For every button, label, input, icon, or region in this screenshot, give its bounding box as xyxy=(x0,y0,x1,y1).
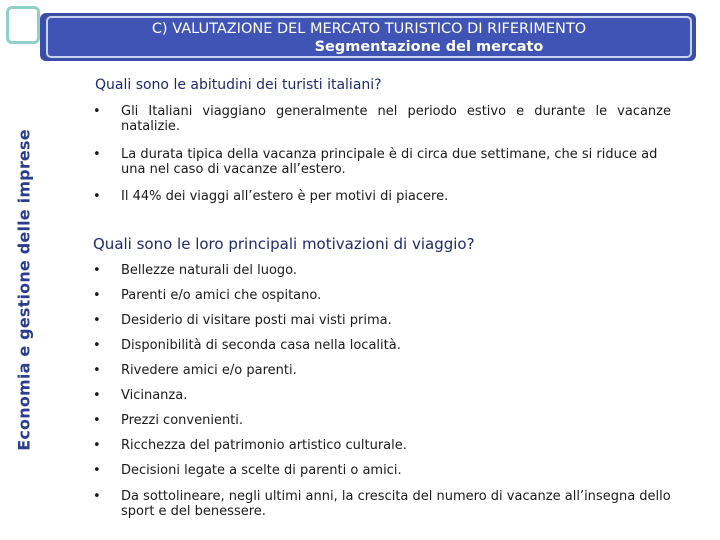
bullet-icon: • xyxy=(93,313,101,328)
sidebar-tab-decoration xyxy=(6,6,40,44)
sidebar xyxy=(0,0,48,540)
list-item-text: Disponibilità di seconda casa nella località. xyxy=(121,338,401,353)
bullet-icon: • xyxy=(93,338,101,353)
question-motivations: Quali sono le loro principali motivazioni di viaggio? xyxy=(93,235,475,253)
question-habits: Quali sono le abitudini dei turisti italiani? xyxy=(95,77,382,93)
bullet-icon: • xyxy=(93,463,101,478)
bullet-icon: • xyxy=(93,147,101,162)
list-item-text: Rivedere amici e/o parenti. xyxy=(121,363,297,378)
bullet-icon: • xyxy=(93,104,101,119)
sidebar-vertical-title: Economia e gestione delle imprese xyxy=(14,129,34,451)
header-title: C) VALUTAZIONE DEL MERCATO TURISTICO DI RIFERIMENTO xyxy=(151,21,587,37)
list-item-text: Prezzi convenienti. xyxy=(121,413,244,428)
bullet-icon: • xyxy=(93,263,101,278)
list-item-text: Bellezze naturali del luogo. xyxy=(121,263,298,278)
list-item-text: Gli Italiani viaggiano generalmente nel periodo estivo e durante le vacanze natalizie. xyxy=(121,104,671,134)
bullet-icon: • xyxy=(93,388,101,403)
bullet-icon: • xyxy=(93,288,101,303)
header-subtitle: Segmentazione del mercato xyxy=(314,39,544,55)
list-item-text: Da sottolineare, negli ultimi anni, la crescita del numero di vacanze all’insegna dello sport e del benessere. xyxy=(121,489,671,519)
bullet-icon: • xyxy=(93,413,101,428)
list-item-text: Ricchezza del patrimonio artistico culturale. xyxy=(121,438,407,453)
bullet-icon: • xyxy=(93,189,101,204)
bullet-icon: • xyxy=(93,363,101,378)
list-item-text: Parenti e/o amici che ospitano. xyxy=(121,288,322,303)
list-item-text: Il 44% dei viaggi all’estero è per motivi di piacere. xyxy=(121,189,449,204)
header xyxy=(46,16,692,58)
list-item-text: Desiderio di visitare posti mai visti prima. xyxy=(121,313,392,328)
list-item-text: Vicinanza. xyxy=(121,388,188,403)
bullet-icon: • xyxy=(93,489,101,504)
list-item-text: Decisioni legate a scelte di parenti o amici. xyxy=(121,463,402,478)
list-item-text: La durata tipica della vacanza principale è di circa due settimane, che si riduce ad una nel caso di vacanze all’estero. xyxy=(121,147,658,177)
bullet-icon: • xyxy=(93,438,101,453)
